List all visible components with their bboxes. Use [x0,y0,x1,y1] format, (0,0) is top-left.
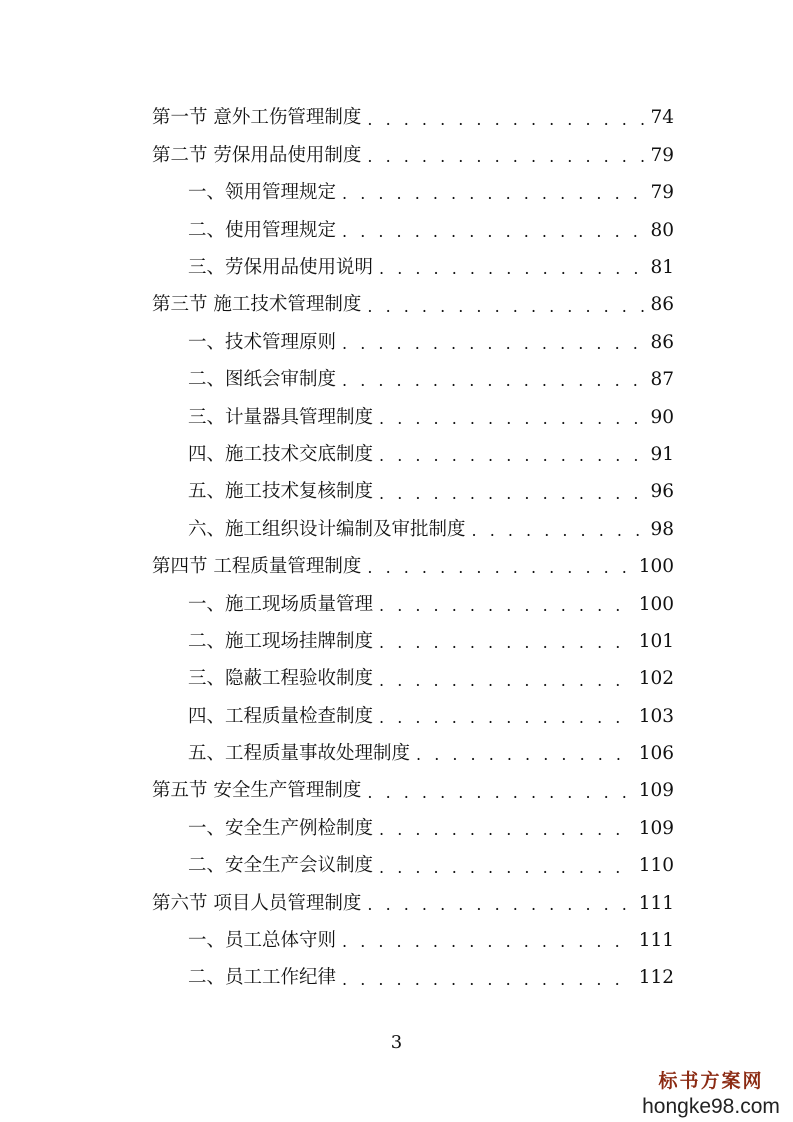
toc-entry-title: 三、隐蔽工程验收制度 [188,668,374,690]
toc-entry-title: 一、技术管理原则 [188,331,337,353]
toc-entry-title: 一、领用管理规定 [188,182,337,204]
toc-entry[interactable] [152,474,674,511]
toc-entry-page: 79 [650,182,674,204]
toc-entry-page: 112 [638,967,674,989]
toc-entry-title: 第二节 劳保用品使用制度 [152,144,362,166]
toc-entry[interactable] [152,923,674,960]
page-number: 3 [390,1032,403,1053]
toc-entry-page: 100 [638,593,674,615]
toc-dot-leader [416,747,633,763]
toc-dot-leader [367,112,644,128]
toc-entry[interactable] [152,736,674,773]
toc-entry-page: 111 [638,892,674,914]
toc-entry-title: 第三节 施工技术管理制度 [152,294,362,316]
toc-dot-leader [342,336,644,352]
toc-dot-leader [342,934,633,950]
watermark-logo [636,1066,786,1119]
toc-entry[interactable] [152,885,674,922]
toc-entry-title: 二、施工现场挂牌制度 [188,630,374,652]
toc-dot-leader [342,972,633,988]
toc-entry[interactable] [152,810,674,847]
toc-entry-page: 98 [650,518,674,540]
toc-entry-page: 74 [650,107,674,129]
toc-entry[interactable] [152,586,674,623]
toc-entry[interactable] [152,100,674,137]
toc-entry-title: 一、员工总体守则 [188,930,337,952]
toc-dot-leader [379,598,633,614]
toc-dot-leader [342,224,644,240]
toc-entry[interactable] [152,549,674,586]
toc-entry-page: 87 [650,369,674,391]
toc-entry[interactable] [152,399,674,436]
toc-entry[interactable] [152,324,674,361]
toc-dot-leader [379,448,644,464]
toc-entry[interactable] [152,698,674,735]
toc-entry-title: 三、劳保用品使用说明 [188,257,374,278]
toc-entry-page: 109 [638,817,674,839]
toc-entry-page: 102 [638,668,674,690]
toc-entry[interactable] [152,773,674,810]
toc-dot-leader [379,486,644,502]
toc-entry-page: 86 [650,331,674,353]
toc-entry[interactable] [152,362,674,399]
toc-entry-page: 103 [638,705,674,727]
toc-entry-title: 五、工程质量事故处理制度 [188,743,411,765]
toc-entry-title: 四、施工技术交底制度 [188,443,374,465]
toc-entry[interactable] [152,287,674,324]
toc-entry-page: 80 [650,219,674,241]
toc-dot-leader [472,523,645,539]
toc-entry-title: 第六节 项目人员管理制度 [152,892,362,914]
toc-dot-leader [367,560,632,576]
toc-dot-leader [367,785,632,801]
toc-dot-leader [379,860,633,876]
toc-entry-title: 二、使用管理规定 [188,219,337,241]
toc-entry-page: 101 [638,630,674,652]
toc-dot-leader [342,186,644,202]
toc-entry-title: 第四节 工程质量管理制度 [152,556,362,578]
toc-dot-leader [379,261,644,277]
toc-entry-title: 三、计量器具管理制度 [188,406,374,428]
toc-entry-page: 79 [650,144,674,166]
toc-entry[interactable] [152,661,674,698]
toc-entry-title: 二、图纸会审制度 [188,369,337,391]
toc-entry[interactable] [152,960,674,997]
toc-entry[interactable] [152,437,674,474]
toc-dot-leader [367,897,632,913]
toc-entry-title: 二、安全生产会议制度 [188,855,374,877]
toc-dot-leader [379,635,633,651]
toc-dot-leader [379,710,633,726]
toc-entry-page: 106 [638,743,674,765]
watermark-title: 标书方案网 [658,1070,764,1092]
toc-dot-leader [379,411,644,427]
toc-entry[interactable] [152,175,674,212]
toc-dot-leader [367,149,644,165]
watermark-url: hongke98.com [642,1095,780,1118]
toc-entry-page: 96 [650,481,674,503]
toc-entry-page: 109 [638,780,674,802]
toc-dot-leader [379,822,633,838]
toc-entry-page: 91 [650,443,674,465]
toc-dot-leader [379,673,633,689]
toc-entry-page: 81 [650,257,674,278]
toc-entry-title: 二、员工工作纪律 [188,967,337,989]
toc-entry-title: 五、施工技术复核制度 [188,481,374,503]
toc-entry-page: 110 [638,855,674,877]
toc-entry[interactable] [152,623,674,660]
toc-entry-page: 111 [638,930,674,952]
toc-entry[interactable] [152,511,674,548]
toc-dot-leader [342,373,644,389]
toc-entry-title: 一、施工现场质量管理 [188,593,374,615]
toc-entry-title: 六、施工组织设计编制及审批制度 [188,518,466,540]
toc-dot-leader [367,299,644,315]
toc-entry-title: 第一节 意外工伤管理制度 [152,107,362,129]
toc-entry-page: 100 [638,556,674,578]
toc-entry[interactable] [152,848,674,885]
toc-entry[interactable] [152,137,674,174]
table-of-contents [152,100,674,997]
toc-entry-title: 第五节 安全生产管理制度 [152,780,362,802]
toc-entry-title: 一、安全生产例检制度 [188,817,374,839]
toc-entry-page: 86 [650,294,674,316]
toc-entry[interactable] [152,250,674,287]
toc-entry[interactable] [152,212,674,249]
toc-entry-page: 90 [650,406,674,428]
toc-entry-title: 四、工程质量检查制度 [188,705,374,727]
